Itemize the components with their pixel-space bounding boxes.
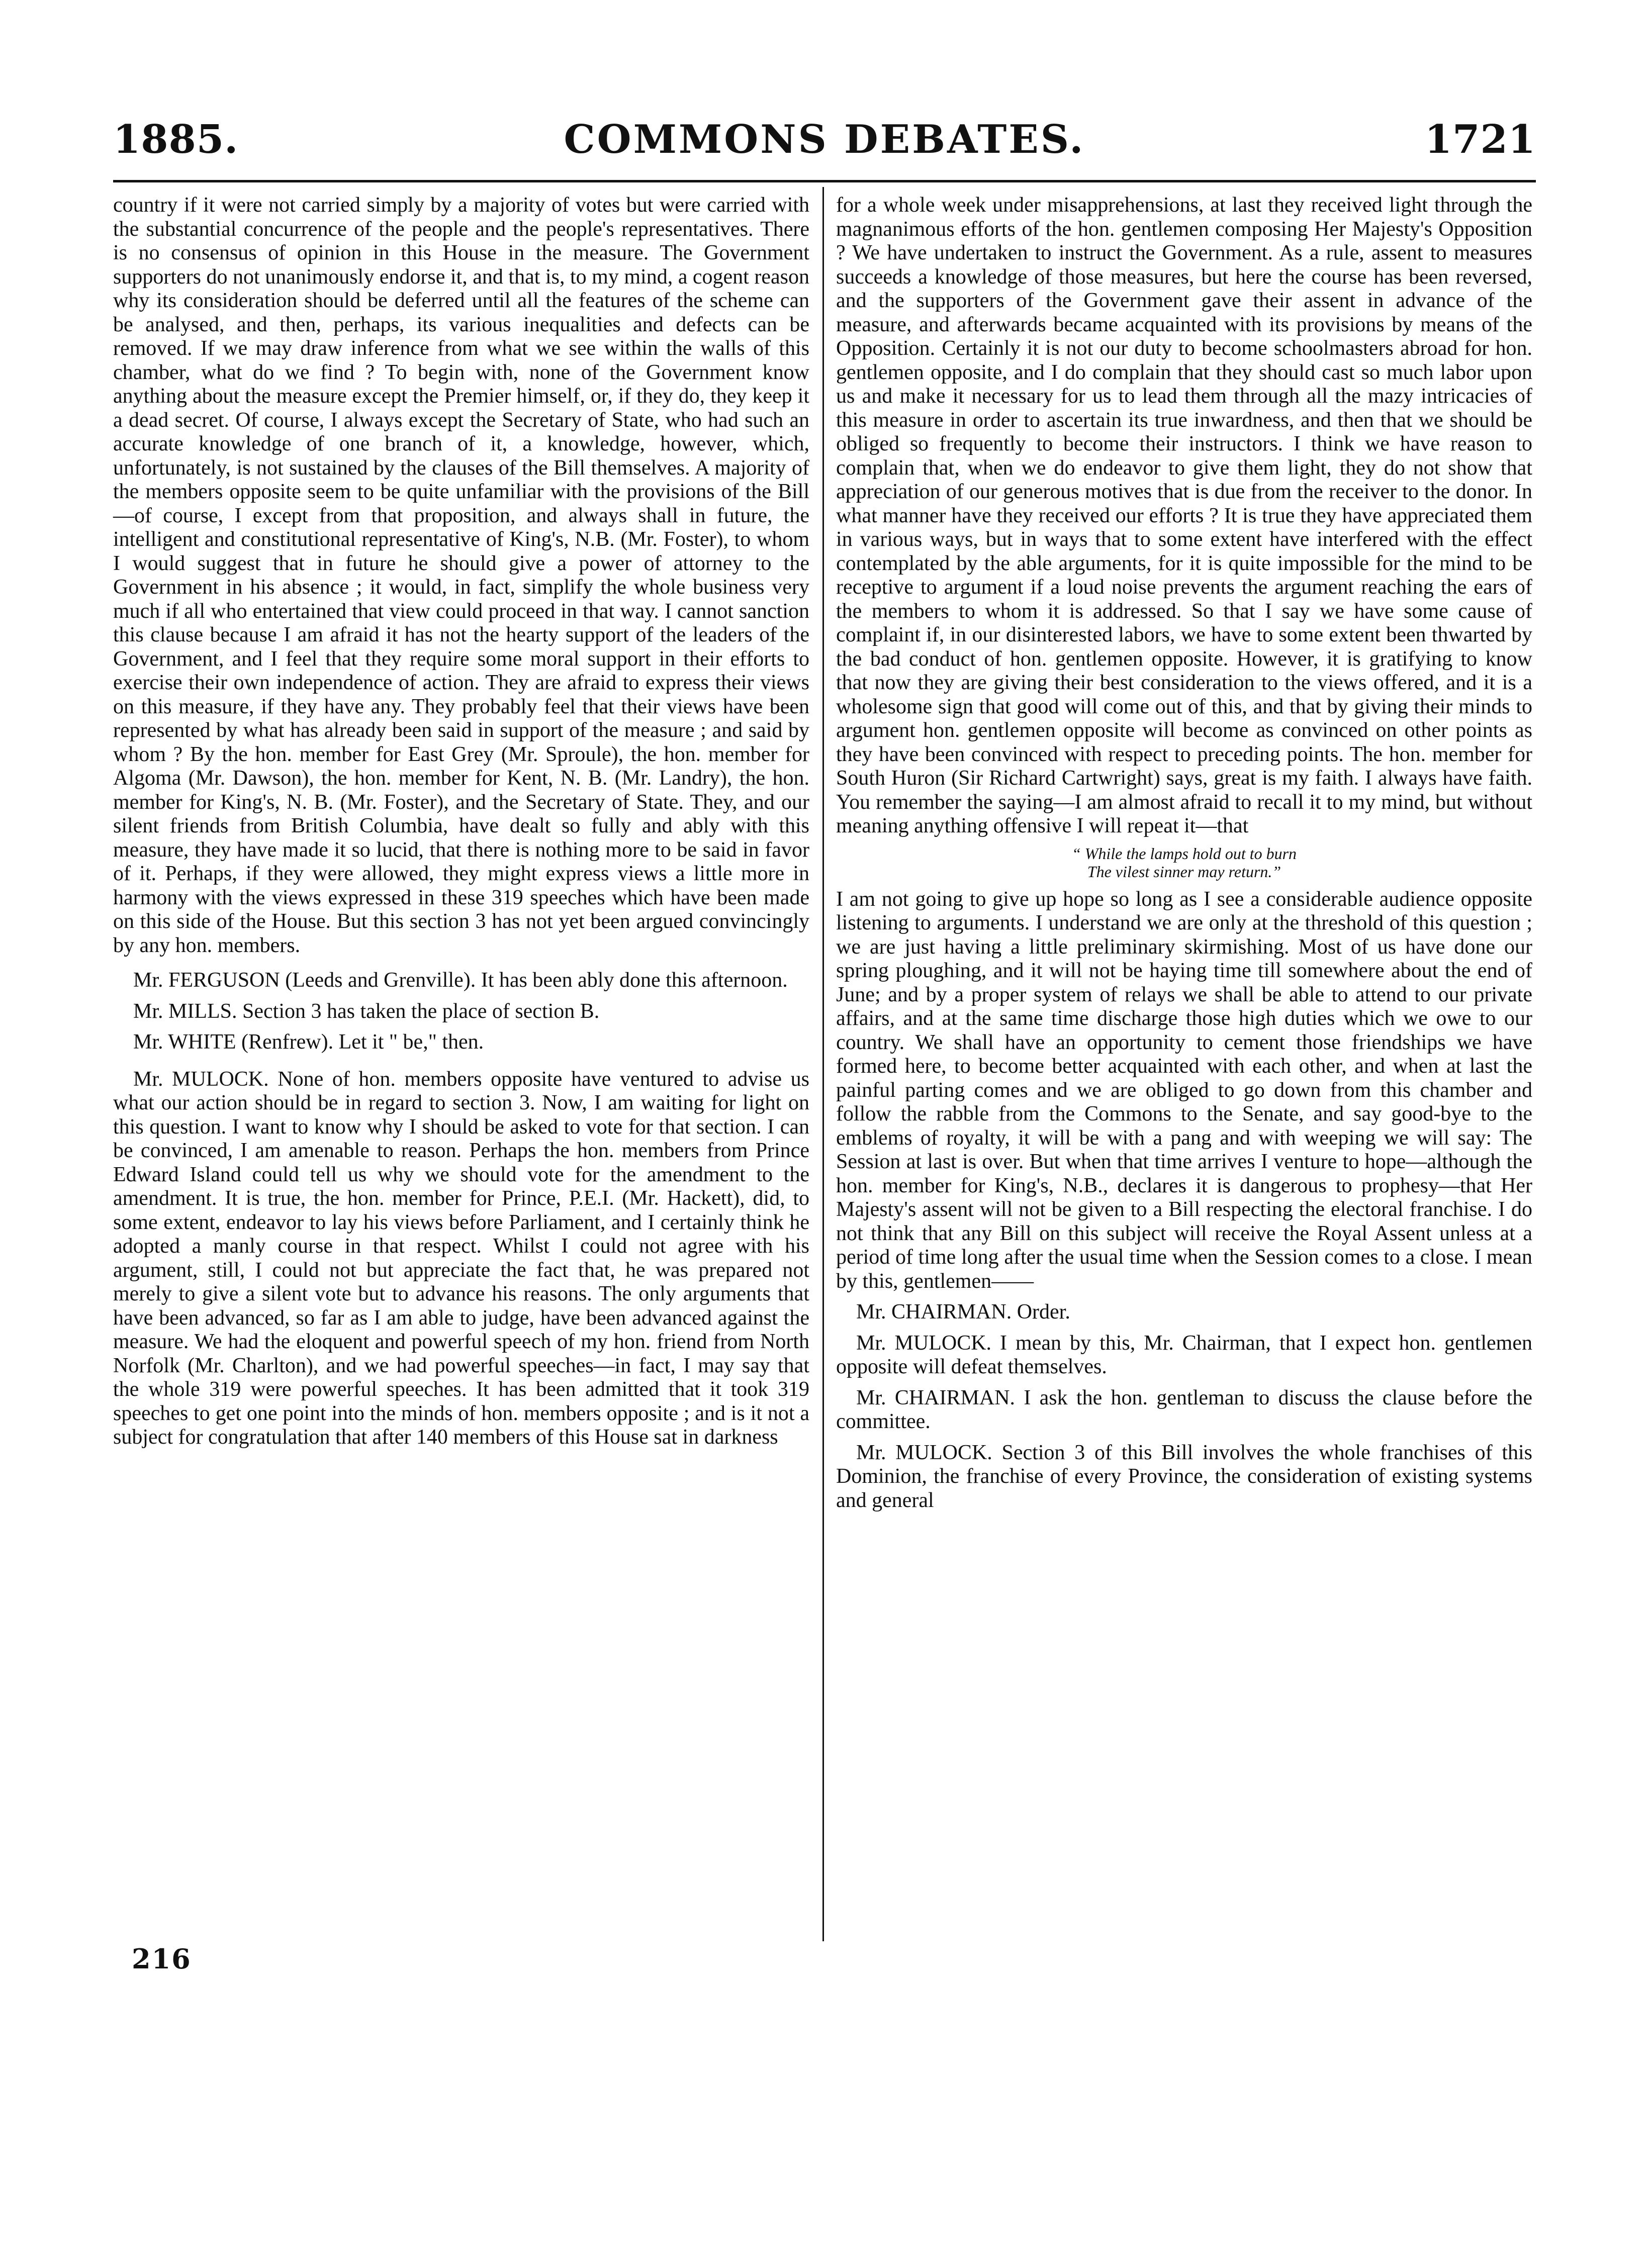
verse-quote <box>836 844 1532 881</box>
right-column <box>836 194 1532 1513</box>
quote-line: “ While the lamps hold out to burn <box>1071 844 1297 863</box>
header-rule <box>113 180 1536 182</box>
paragraph-mulock: Mr. MULOCK. Section 3 of this Bill involves the whole franchises of this Dominion, the franchise of every Province, the consideration of existing systems and general <box>836 1441 1532 1512</box>
column-divider <box>822 187 824 1941</box>
paragraph-chairman: Mr. CHAIRMAN. I ask the hon. gentleman to discuss the clause before the committee. <box>836 1386 1532 1433</box>
paragraph: I am not going to give up hope so long as I see a considerable audience opposite listening to arguments. I understand we are only at the threshold of this question ; we are just having a little preliminary skirmishing. Most of us have done our spring ploughing, and it will not be haying time till somewhere about the end of June; and by a proper system of relays we shall be able to attend to our private affairs, and at the same time discharge those high duties which we owe to our country. We shall have an opportunity to cement those friendships we have formed here, to become better acquainted with each other, and when at last the painful parting comes and we are obliged to go down from this chamber and follow the rabble from the Commons to the Senate, and say good-bye to the emblems of royalty, it will be with a pang and with weeping we will say: The Session at last is over. But when that time arrives I venture to hope—although the hon. member for King's, N.B., declares it is dangerous to prophesy—that Her Majesty's assent will not be given to a Bill respecting the electoral franchise. I do not think that any Bill on this subject will receive the Royal Assent unless at a period of time long after the usual time when the Session comes to a close. I mean by this, gentlemen—— <box>836 887 1532 1293</box>
quote-line: The vilest sinner may return.” <box>1087 862 1281 881</box>
paragraph-mills: Mr. MILLS. Section 3 has taken the place of section B. <box>133 999 600 1023</box>
paragraph-chairman: Mr. CHAIRMAN. Order. <box>856 1300 1070 1324</box>
paragraph: for a whole week under misapprehensions, at last they received light through the magnanimous efforts of the hon. gentlemen composing Her Majesty's Opposition ? We have undertaken to instruct the Government. As a rule, assent to measures succeeds a knowledge of those measures, but here the course has been reversed, and the supporters of the Government gave their assent in advance of the measure, and afterwards became acquainted with its provisions by means of the Opposition. Certainly it is not our duty to become schoolmasters abroad for hon. gentlemen opposite, and I do complain that they should cast so much labor upon us and make it necessary for us to lead them through all the mazy intricacies of this measure in order to ascertain its true inwardness, and then that we should be obliged so frequently to become their instructors. I think we have reason to complain that, when we do endeavor to give them light, they do not show that appreciation of our generous motives that is due from the receiver to the donor. In what manner have they received our efforts ? It is true they have appreciated them in various ways, but in ways that to some extent have interfered with the effect contemplated by the able arguments, for it is quite impossible for the mind to be receptive to argument if a loud noise prevents the argument reaching the ears of the members to whom it is addressed. So that I say we have some cause of complaint if, in our disinterested labors, we have to some extent been thwarted by the bad conduct of hon. gentlemen opposite. However, it is gratifying to know that now they are giving their best consideration to the views offered, and it is a wholesome sign that good will come out of this, and that by giving their minds to argument hon. gentlemen opposite will become as convinced on other points as they have been convinced with respect to preceding points. The hon. member for South Huron (Sir Richard Cartwright) says, great is my faith. I always have faith. You remember the saying—I am almost afraid to recall it to my mind, but without meaning anything offensive I will repeat it—that <box>836 194 1532 837</box>
paragraph-mulock: Mr. MULOCK. I mean by this, Mr. Chairman, that I expect hon. gentlemen opposite will defeat themselves. <box>836 1331 1532 1378</box>
paragraph-mulock: Mr. MULOCK. None of hon. members opposite have ventured to advise us what our action should be in regard to section 3. Now, I am waiting for light on this question. I want to know why I should be asked to vote for that section. I can be convinced, I am amenable to reason. Perhaps the hon. members from Prince Edward Island could tell us why we should vote for the amendment to the amendment. It is true, the hon. member for Prince, P.E.I. (Mr. Hackett), did, to some extent, endeavor to lay his views before Parliament, and I certainly think he adopted a manly course in that respect. Whilst I could not agree with his argument, still, I could not but appreciate the fact that, he was prepared not merely to give a silent vote but to advance his reasons. The only arguments that have been advanced, so far as I am able to judge, have been advanced against the measure. We had the eloquent and powerful speech of my hon. friend from North Norfolk (Mr. Charlton), and we had powerful speeches—in fact, I may say that the whole 319 were powerful speeches. It has been admitted that it took 319 speeches to get one point into the minds of hon. members opposite ; and is it not a subject for congratulation that after 140 members of this House sat in darkness <box>113 1067 809 1449</box>
page-header <box>113 117 1536 167</box>
paragraph: country if it were not carried simply by a majority of votes but were carried with the substantial concurrence of the people and the people's representatives. There is no consensus of opinion in this House in the measure. The Government supporters do not unanimously endorse it, and that is, to my mind, a cogent reason why its consideration should be deferred until all the features of the scheme can be analysed, and then, perhaps, its various inequalities and defects can be removed. If we may draw inference from what we see within the walls of this chamber, what do we find ? To begin with, none of the Government know anything about the measure except the Premier himself, or, if they do, they keep it a dead secret. Of course, I always except the Secretary of State, who had such an accurate knowledge of one branch of it, a knowledge, however, which, unfortunately, is not sustained by the clauses of the Bill themselves. A majority of the members opposite seem to be quite unfamiliar with the provisions of the Bill —of course, I except from that proposition, and always shall in future, the intelligent and constitutional representative of King's, N.B. (Mr. Foster), to whom I would suggest that in future he should give a power of attorney to the Government in his absence ; it would, in fact, simplify the whole business very much if all who entertained that view could proceed in that way. I cannot sanction this clause because I am afraid it has not the hearty support of the leaders of the Government, and I feel that they require some moral support in their efforts to exercise their own independence of action. They are afraid to express their views on this measure, if they have any. They probably feel that their views have been represented by what has already been said in support of the measure ; and said by whom ? By the hon. member for East Grey (Mr. Sproule), the hon. member for Algoma (Mr. Dawson), the hon. member for Kent, N. B. (Mr. Landry), the hon. member for King's, N. B. (Mr. Foster), and the Secretary of State. They, and our silent friends from British Columbia, have dealt so fully and ably with this measure, they have made it so lucid, that there is nothing more to be said in favor of it. Perhaps, if they were allowed, they might express views a little more in harmony with the views expressed in these 319 speeches which have been made on this side of the House. But this section 3 has not yet been argued convincingly by any hon. members. <box>113 194 809 957</box>
header-year: 1885. <box>113 117 239 162</box>
paragraph-white: Mr. WHITE (Renfrew). Let it " be," then. <box>133 1030 484 1054</box>
left-column <box>113 194 809 1450</box>
header-title: COMMONS DEBATES. <box>564 117 1085 162</box>
header-page-number: 1721 <box>1424 117 1536 162</box>
paragraph-ferguson: Mr. FERGUSON (Leeds and Grenville). It has been ably done this afternoon. <box>133 969 788 992</box>
signature-mark: 216 <box>132 1943 192 1975</box>
